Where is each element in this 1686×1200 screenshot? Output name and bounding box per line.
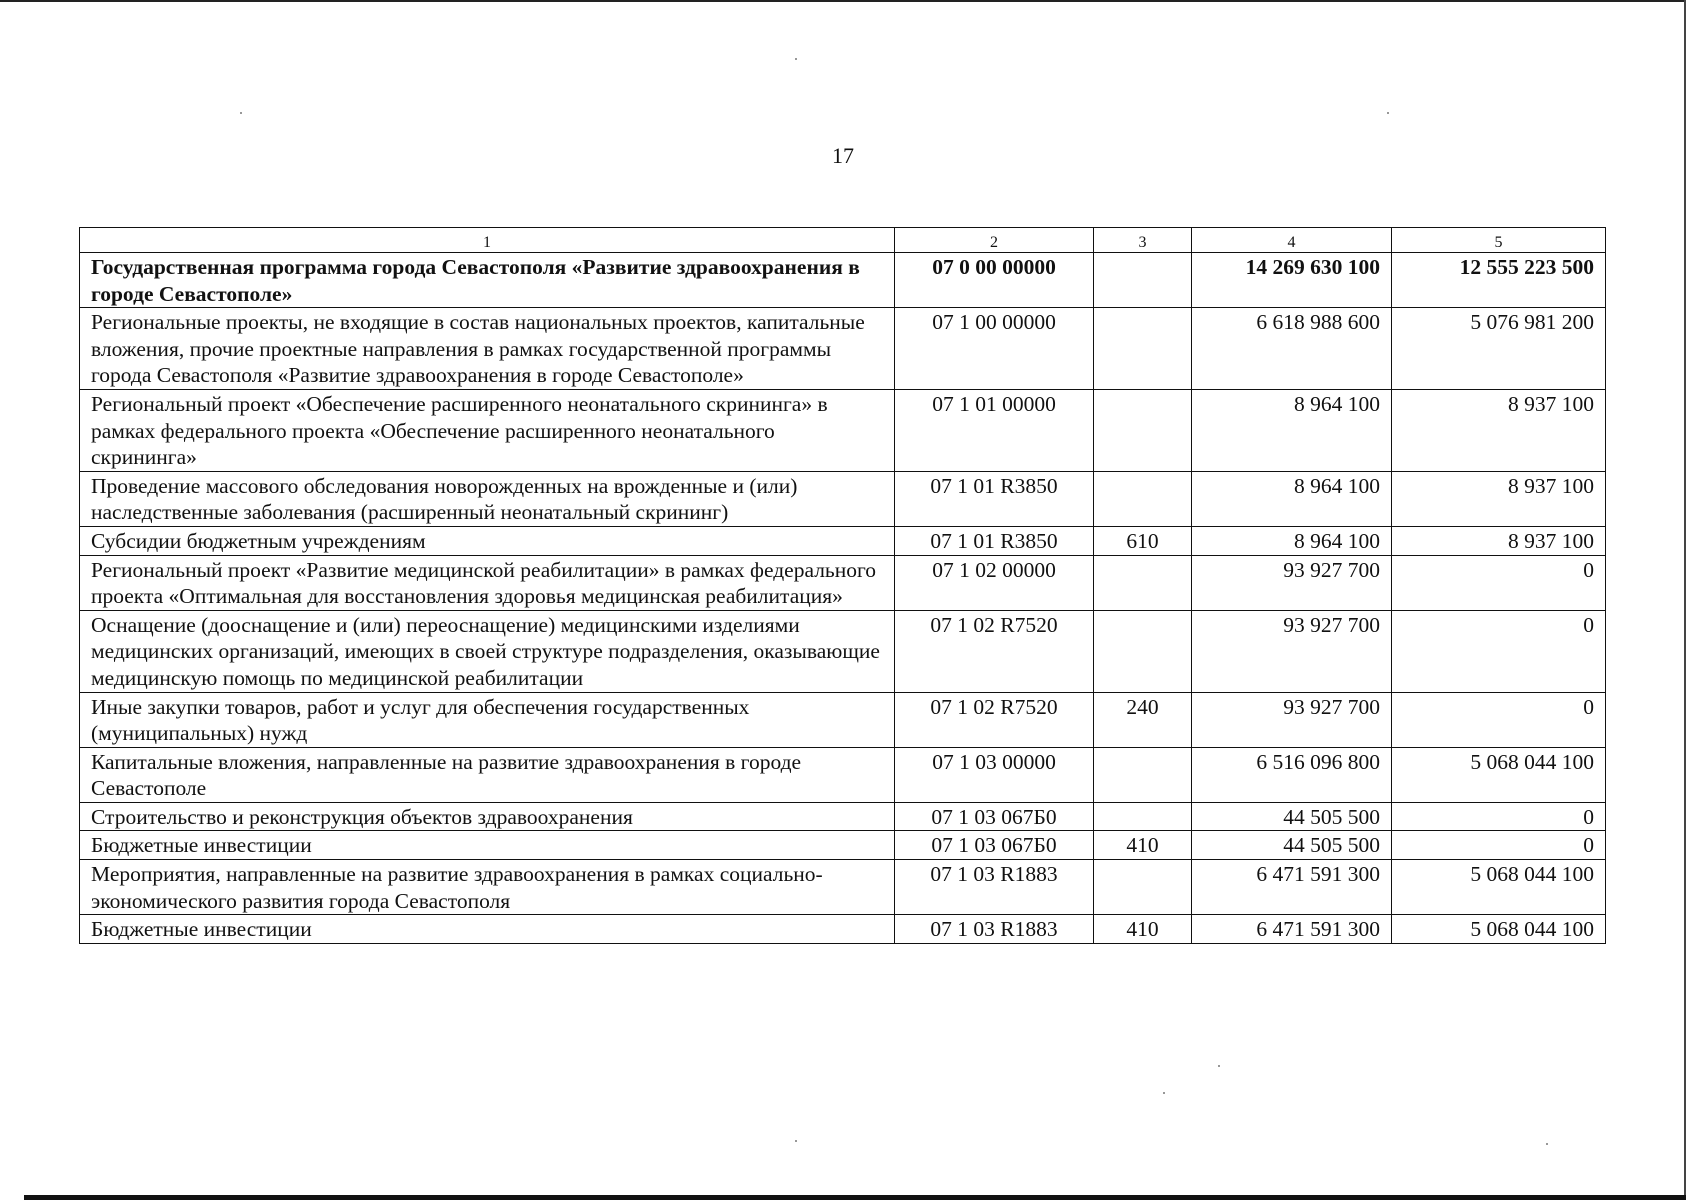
table-row [80, 471, 1606, 526]
table-row [80, 802, 1606, 831]
table-row [80, 860, 1606, 915]
target-article-code: 07 1 01 R3850 [895, 526, 1094, 555]
table-row [80, 555, 1606, 610]
amount-year-2: 8 937 100 [1392, 526, 1606, 555]
scan-speck [1387, 112, 1389, 114]
column-number-row [80, 228, 1606, 253]
scan-speck [795, 1140, 797, 1142]
amount-year-1: 44 505 500 [1192, 802, 1392, 831]
scan-speck [240, 112, 242, 114]
amount-year-1: 93 927 700 [1192, 692, 1392, 747]
amount-year-1: 14 269 630 100 [1192, 253, 1392, 308]
amount-year-2: 0 [1392, 831, 1606, 860]
scan-speck [1163, 1092, 1165, 1094]
expense-type-code [1094, 389, 1192, 471]
amount-year-2: 5 068 044 100 [1392, 915, 1606, 944]
budget-table [79, 227, 1606, 944]
target-article-code: 07 1 03 067Б0 [895, 831, 1094, 860]
item-name: Бюджетные инвестиции [80, 831, 895, 860]
amount-year-2: 0 [1392, 555, 1606, 610]
expense-type-code: 240 [1094, 692, 1192, 747]
budget-table-body [80, 228, 1606, 944]
scan-edge-top [0, 0, 1686, 2]
expense-type-code [1094, 747, 1192, 802]
expense-type-code [1094, 860, 1192, 915]
table-row [80, 610, 1606, 692]
amount-year-1: 93 927 700 [1192, 610, 1392, 692]
expense-type-code: 610 [1094, 526, 1192, 555]
scan-speck [1218, 1065, 1220, 1067]
amount-year-2: 8 937 100 [1392, 389, 1606, 471]
expense-type-code: 410 [1094, 831, 1192, 860]
expense-type-code [1094, 253, 1192, 308]
target-article-code: 07 1 02 00000 [895, 555, 1094, 610]
amount-year-2: 5 076 981 200 [1392, 308, 1606, 390]
scan-speck [1546, 1143, 1548, 1145]
scan-speck [795, 58, 797, 60]
table-row [80, 831, 1606, 860]
expense-type-code [1094, 555, 1192, 610]
amount-year-1: 93 927 700 [1192, 555, 1392, 610]
amount-year-2: 0 [1392, 692, 1606, 747]
amount-year-1: 6 516 096 800 [1192, 747, 1392, 802]
amount-year-1: 8 964 100 [1192, 526, 1392, 555]
amount-year-1: 44 505 500 [1192, 831, 1392, 860]
target-article-code: 07 1 00 00000 [895, 308, 1094, 390]
target-article-code: 07 1 03 067Б0 [895, 802, 1094, 831]
expense-type-code: 410 [1094, 915, 1192, 944]
item-name: Субсидии бюджетным учреждениям [80, 526, 895, 555]
target-article-code: 07 0 00 00000 [895, 253, 1094, 308]
column-number-5: 5 [1392, 228, 1606, 253]
item-name: Капитальные вложения, направленные на развитие здравоохранения в городе Севастополе [80, 747, 895, 802]
amount-year-2: 8 937 100 [1392, 471, 1606, 526]
table-row [80, 253, 1606, 308]
amount-year-2: 0 [1392, 610, 1606, 692]
amount-year-2: 5 068 044 100 [1392, 860, 1606, 915]
target-article-code: 07 1 02 R7520 [895, 610, 1094, 692]
amount-year-1: 6 471 591 300 [1192, 860, 1392, 915]
item-name: Государственная программа города Севастополя «Развитие здравоохранения в городе Севастополе» [80, 253, 895, 308]
item-name: Региональные проекты, не входящие в состав национальных проектов, капитальные вложения, прочие проектные направления в рамках государственной программы города Севастополя «Развитие здравоохранения в городе Севастополе» [80, 308, 895, 390]
item-name: Бюджетные инвестиции [80, 915, 895, 944]
column-number-1: 1 [80, 228, 895, 253]
expense-type-code [1094, 802, 1192, 831]
table-row [80, 389, 1606, 471]
item-name: Строительство и реконструкция объектов здравоохранения [80, 802, 895, 831]
item-name: Оснащение (дооснащение и (или) переоснащение) медицинскими изделиями медицинских организаций, имеющих в своей структуре подразделения, оказывающие медицинскую помощь по медицинской реабилитации [80, 610, 895, 692]
amount-year-1: 8 964 100 [1192, 389, 1392, 471]
column-number-3: 3 [1094, 228, 1192, 253]
target-article-code: 07 1 02 R7520 [895, 692, 1094, 747]
table-row [80, 747, 1606, 802]
target-article-code: 07 1 01 00000 [895, 389, 1094, 471]
table-row [80, 526, 1606, 555]
target-article-code: 07 1 03 00000 [895, 747, 1094, 802]
table-row [80, 915, 1606, 944]
expense-type-code [1094, 308, 1192, 390]
table-row [80, 308, 1606, 390]
column-number-4: 4 [1192, 228, 1392, 253]
amount-year-1: 6 471 591 300 [1192, 915, 1392, 944]
item-name: Региональный проект «Обеспечение расширенного неонатального скрининга» в рамках федерального проекта «Обеспечение расширенного неонатального скрининга» [80, 389, 895, 471]
scan-edge-bottom [24, 1195, 1686, 1200]
item-name: Региональный проект «Развитие медицинской реабилитации» в рамках федерального проекта «Оптимальная для восстановления здоровья медицинская реабилитация» [80, 555, 895, 610]
item-name: Мероприятия, направленные на развитие здравоохранения в рамках социально-экономического развития города Севастополя [80, 860, 895, 915]
expense-type-code [1094, 610, 1192, 692]
amount-year-2: 12 555 223 500 [1392, 253, 1606, 308]
page-number: 17 [832, 143, 854, 168]
item-name: Иные закупки товаров, работ и услуг для обеспечения государственных (муниципальных) нужд [80, 692, 895, 747]
item-name: Проведение массового обследования новорожденных на врожденные и (или) наследственные заболевания (расширенный неонатальный скрининг) [80, 471, 895, 526]
target-article-code: 07 1 03 R1883 [895, 860, 1094, 915]
expense-type-code [1094, 471, 1192, 526]
amount-year-2: 5 068 044 100 [1392, 747, 1606, 802]
amount-year-2: 0 [1392, 802, 1606, 831]
target-article-code: 07 1 01 R3850 [895, 471, 1094, 526]
column-number-2: 2 [895, 228, 1094, 253]
target-article-code: 07 1 03 R1883 [895, 915, 1094, 944]
amount-year-1: 6 618 988 600 [1192, 308, 1392, 390]
table-row [80, 692, 1606, 747]
amount-year-1: 8 964 100 [1192, 471, 1392, 526]
